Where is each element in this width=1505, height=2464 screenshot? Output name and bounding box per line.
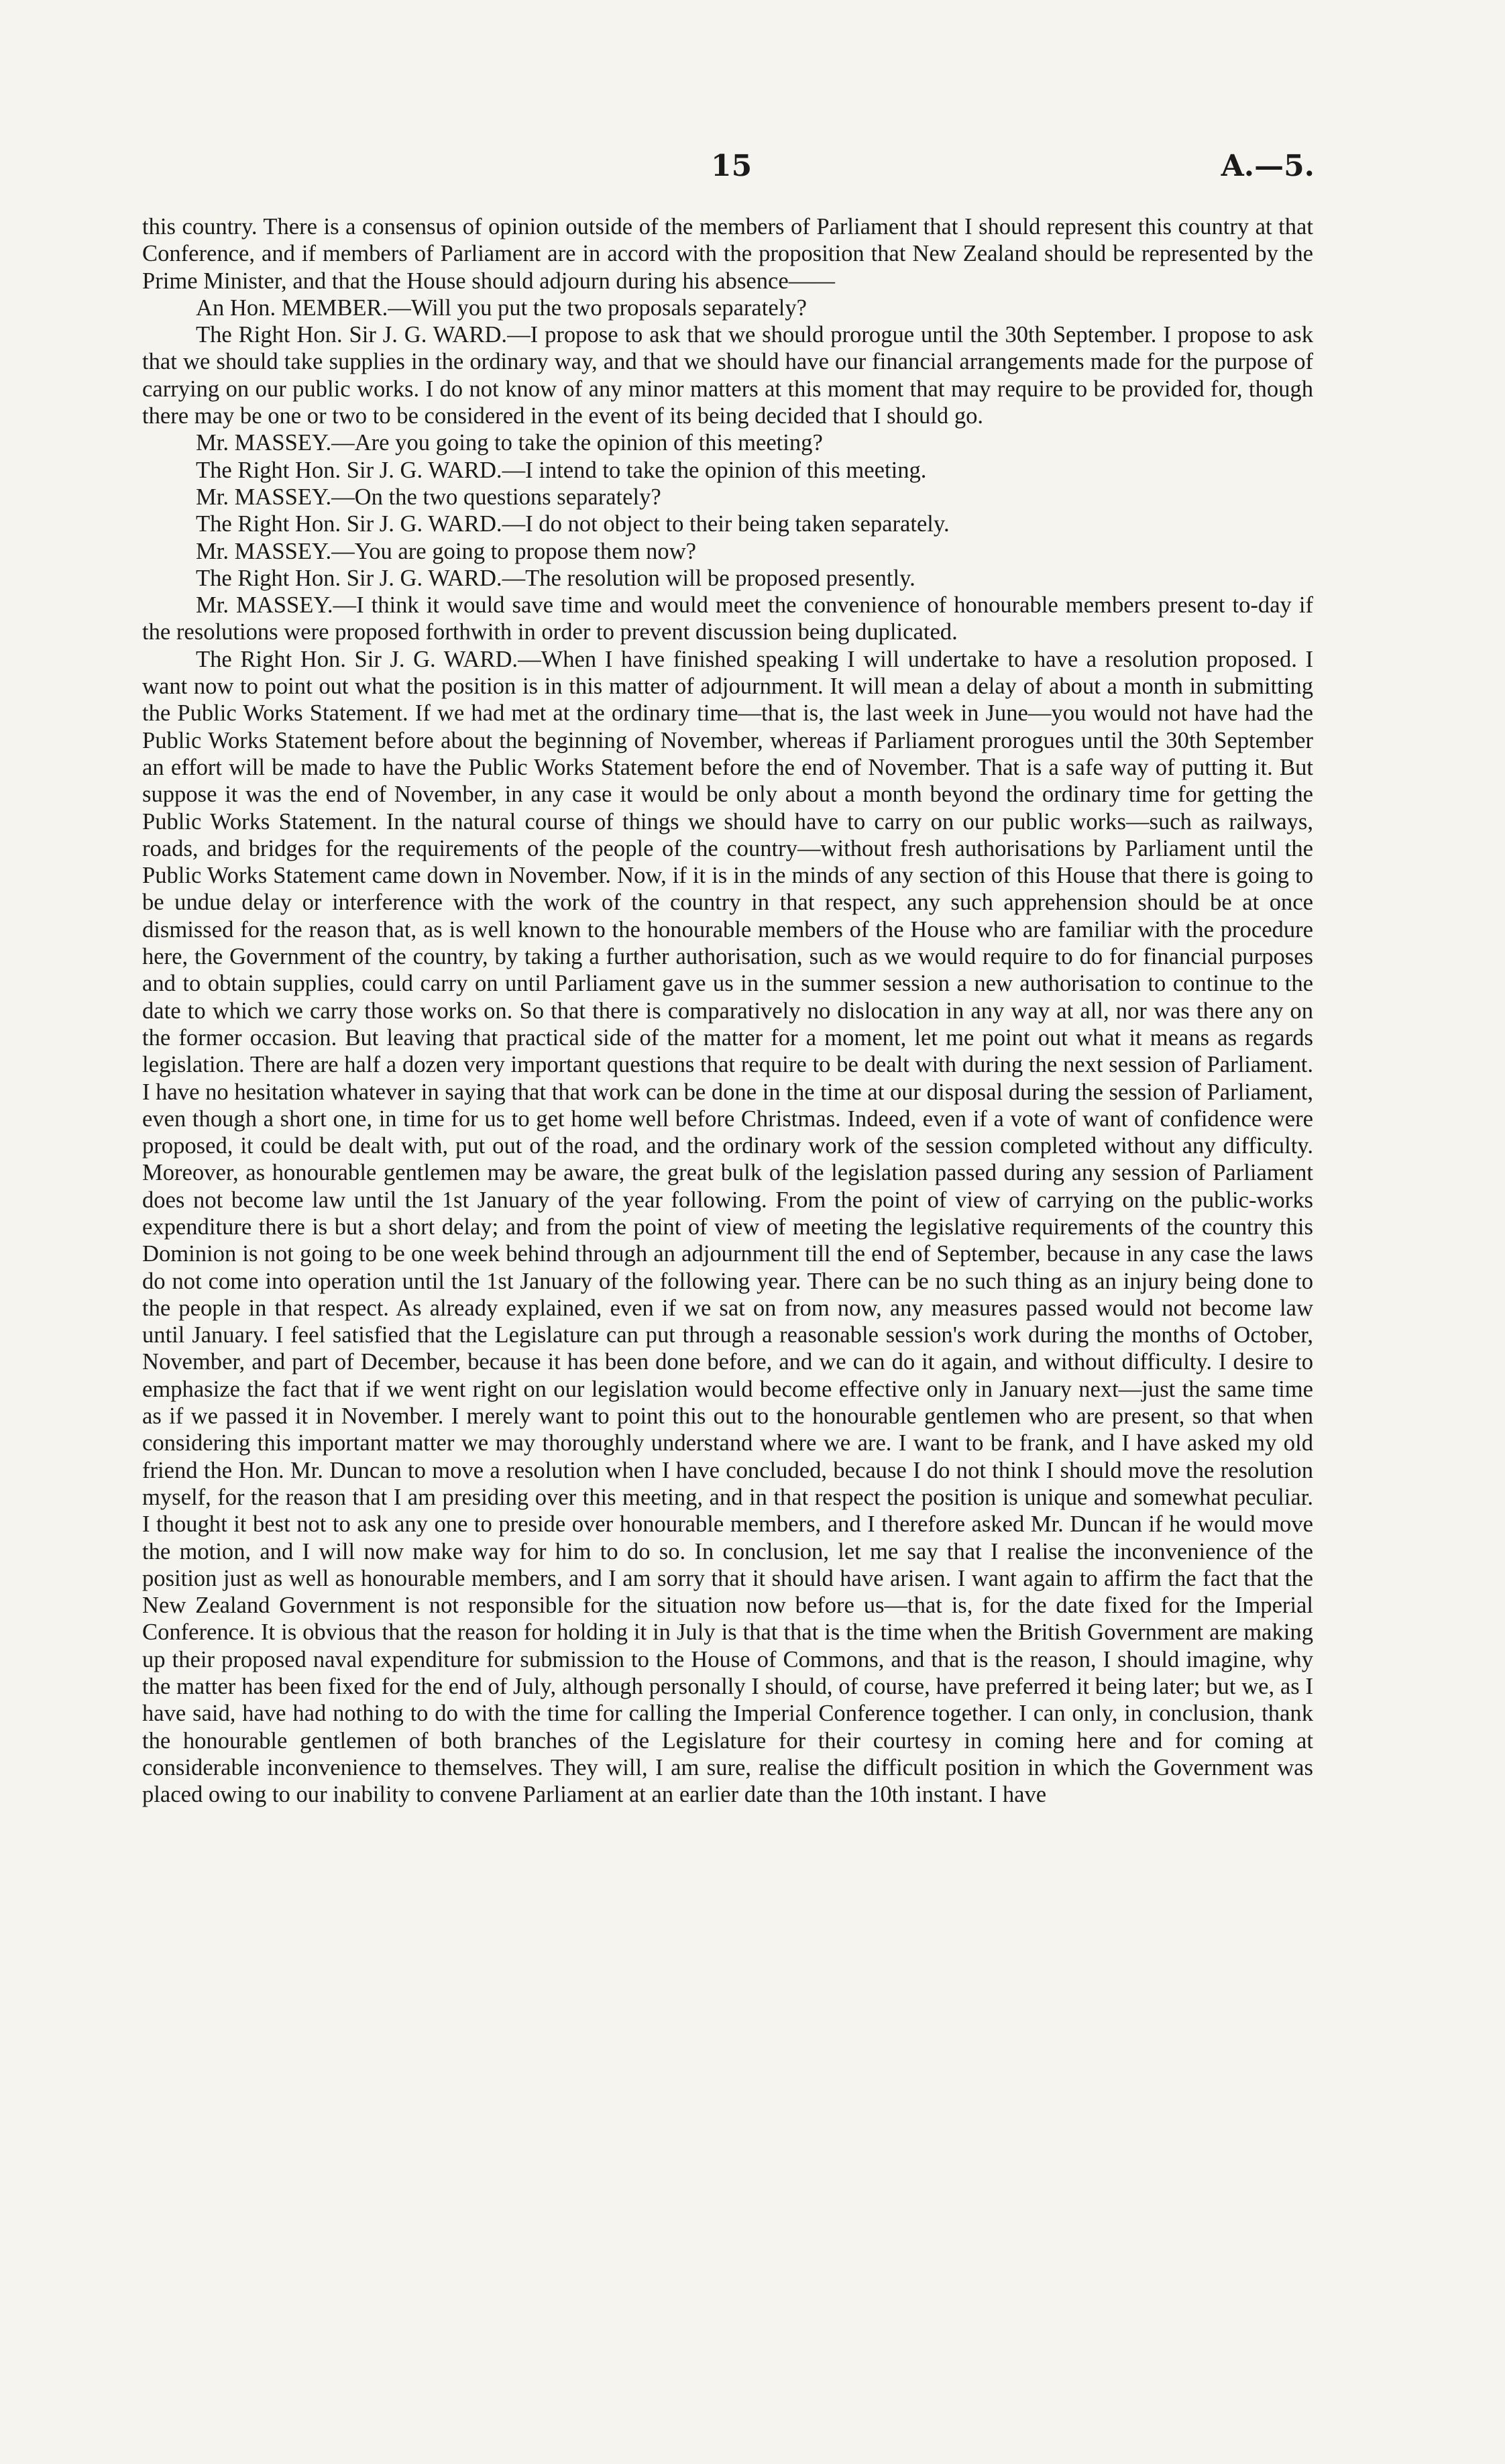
- paragraph: An Hon. MEMBER.—Will you put the two proposals separately?: [196, 294, 807, 321]
- paragraph: Mr. MASSEY.—Are you going to take the opinion of this meeting?: [196, 430, 823, 456]
- paragraph: Mr. MASSEY.—You are going to propose them now?: [196, 538, 697, 564]
- paragraph: Mr. MASSEY.—On the two questions separately?: [196, 484, 661, 510]
- paragraph: this country. There is a consensus of opinion outside of the members of Parliament that I should represent this country at that Conference, and if members of Parliament are in accord with the proposition that New Zealand should be represented by the Prime Minister, and that the House should adjourn during his absence——: [142, 214, 1313, 294]
- paragraph: The Right Hon. Sir J. G. WARD.—I do not object to their being taken separately.: [196, 511, 950, 537]
- paragraph: The Right Hon. Sir J. G. WARD.—When I have finished speaking I will undertake to have a resolution proposed. I want now to point out what the position is in this matter of adjournment. It will mean a delay of about a month in submitting the Public Works Statement. If we had met at the ordinary time—that is, the last week in June—you would not have had the Public Works Statement before about the beginning of November, whereas if Parliament prorogues until the 30th September an effort will be made to have the Public Works Statement before the end of November. That is a safe way of putting it. But suppose it was the end of November, in any case it would be only about a month beyond the ordinary time for getting the Public Works Statement. In the natural course of things we should have to carry on our public works—such as railways, roads, and bridges for the requirements of the people of the country—without fresh authorisations by Parliament until the Public Works Statement came down in November. Now, if it is in the minds of any section of this House that there is going to be undue delay or interference with the work of the country in that respect, any such apprehension should be at once dismissed for the reason that, as is well known to the honourable members of the House who are familiar with the procedure here, the Government of the country, by taking a further authorisation, such as we would require to do for financial purposes and to obtain supplies, could carry on until Parliament gave us in the summer session a new authorisation to continue to the date to which we carry those works on. So that there is comparatively no dislocation in any way at all, nor was there any on the former occasion. But leaving that practical side of the matter for a moment, let me point out what it means as regards legislation. There are half a dozen very important questions that require to be dealt with during the next session of Parliament. I have no hesitation whatever in saying that that work can be done in the time at our disposal during the session of Parliament, even though a short one, in time for us to get home well before Christmas. Indeed, even if a vote of want of confidence were proposed, it could be dealt with, put out of the road, and the ordinary work of the session completed without any difficulty. Moreover, as honourable gentlemen may be aware, the great bulk of the legislation passed during any session of Parliament does not become law until the 1st January of the year following. From the point of view of carrying on the public-works expenditure there is but a short delay; and from the point of view of meeting the legislative requirements of the country this Dominion is not going to be one week behind through an adjournment till the end of September, because in any case the laws do not come into operation until the 1st January of the following year. There can be no such thing as an injury being done to the people in that respect. As already explained, even if we sat on from now, any measures passed would not become law until January. I feel satisfied that the Legislature can put through a reasonable session's work during the months of October, November, and part of December, because it has been done before, and we can do it again, and without difficulty. I desire to emphasize the fact that if we went right on our legislation would become effective only in January next—just the same time as if we passed it in November. I merely want to point this out to the honourable gentlemen who are present, so that when considering this important matter we may thoroughly understand where we are. I want to be frank, and I have asked my old friend the Hon. Mr. Duncan to move a resolution when I have concluded, because I do not think I should move the resolution myself, for the reason that I am presiding over this meeting, and in that respect the position is unique and somewhat peculiar. I thought it best not to ask any one to preside over honourable members, and I therefore asked Mr. Duncan if he would move the motion, and I will now make way for him to do so. In conclusion, let me say that I realise the inconvenience of the position just as well as honourable members, and I am sorry that it should have arisen. I want again to affirm the fact that the New Zealand Government is not responsible for the situation now before us—that is, for the date fixed for the Imperial Conference. It is obvious that the reason for holding it in July is that that is the time when the British Government are making up their proposed naval expenditure for submission to the House of Commons, and that is the reason, I should imagine, why the matter has been fixed for the end of July, although personally I should, of course, have preferred it being later; but we, as I have said, have had nothing to do with the time for calling the Imperial Conference together. I can only, in conclusion, thank the honourable gentlemen of both branches of the Legislature for their courtesy in coming here and for coming at considerable inconvenience to themselves. They will, I am sure, realise the difficult position in which the Government was placed owing to our inability to convene Parliament at an earlier date than the 10th instant. I have: [142, 646, 1313, 1808]
- body-text: [142, 213, 1313, 1809]
- paragraph: The Right Hon. Sir J. G. WARD.—I propose to ask that we should prorogue until the 30th September. I propose to ask that we should take supplies in the ordinary way, and that we should have our financial arrangements made for the purpose of carrying on our public works. I do not know of any minor matters at this moment that may require to be provided for, though there may be one or two to be considered in the event of its being decided that I should go.: [142, 322, 1313, 429]
- paragraph: The Right Hon. Sir J. G. WARD.—I intend to take the opinion of this meeting.: [196, 457, 927, 483]
- paragraph: Mr. MASSEY.—I think it would save time and would meet the convenience of honourable members present to-day if the resolutions were proposed forthwith in order to prevent discussion being duplicated.: [142, 592, 1313, 645]
- document-reference: A.—5.: [1221, 149, 1315, 183]
- page-number: 15: [711, 149, 752, 183]
- paragraph: The Right Hon. Sir J. G. WARD.—The resolution will be proposed presently.: [196, 565, 915, 591]
